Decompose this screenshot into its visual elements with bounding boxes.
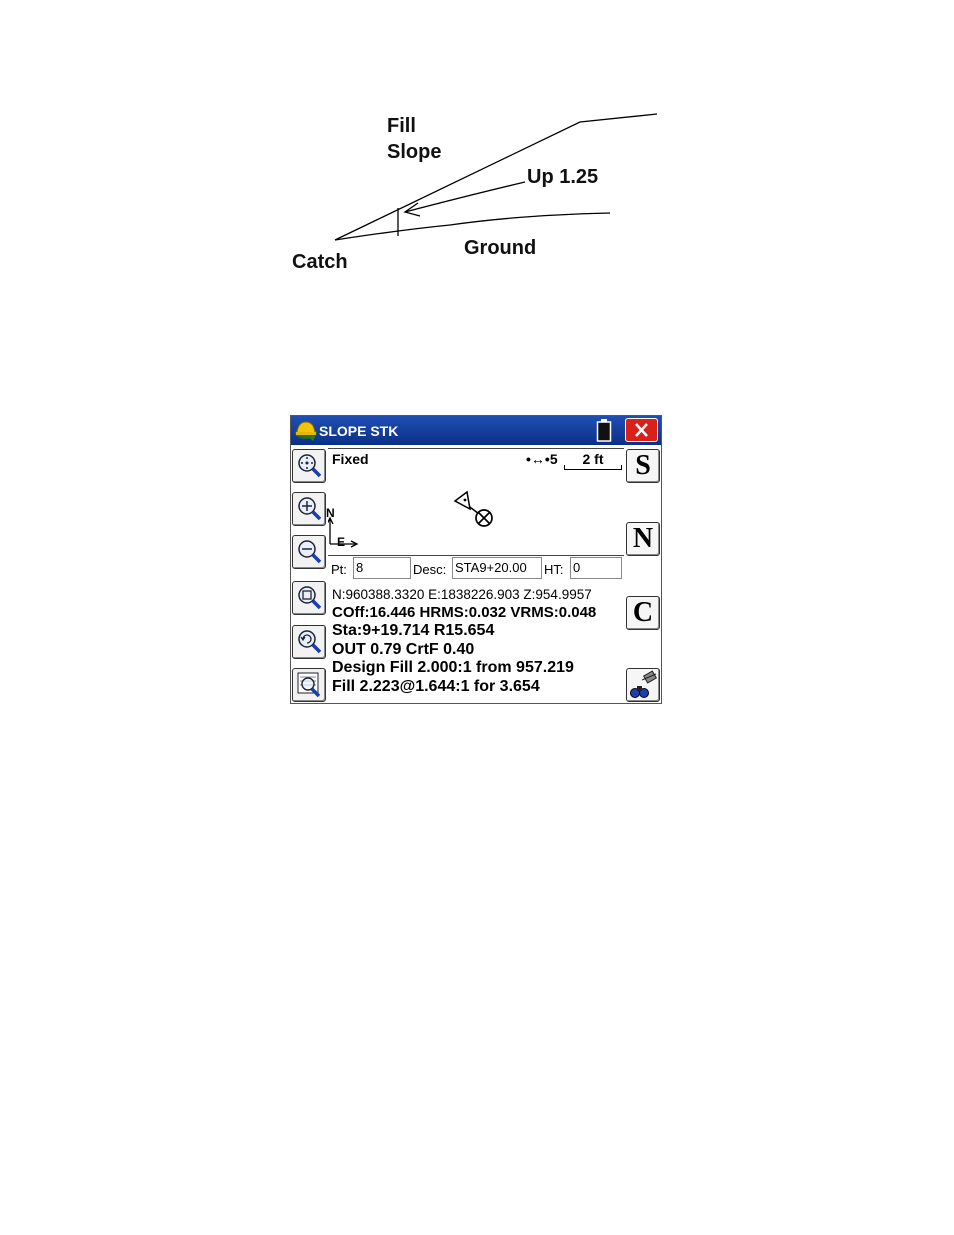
map-view[interactable] xyxy=(328,448,624,556)
cross-section-button[interactable]: C xyxy=(626,596,660,630)
satellite-icon: •↔• xyxy=(526,451,550,467)
catch-label: Catch xyxy=(292,251,348,273)
zoom-in-button[interactable] xyxy=(292,492,326,526)
next-button[interactable]: N xyxy=(626,522,660,556)
ground-label: Ground xyxy=(464,237,537,259)
zoom-previous-button[interactable] xyxy=(292,625,326,659)
east-label: E xyxy=(337,535,346,549)
binoculars-satellite-icon xyxy=(628,670,658,700)
zoom-extents-button[interactable] xyxy=(292,581,326,615)
map-canvas xyxy=(328,449,624,555)
zoom-out-icon xyxy=(295,538,323,566)
store-button[interactable]: S xyxy=(626,449,660,483)
zoom-out-button[interactable] xyxy=(292,535,326,569)
zoom-previous-icon xyxy=(295,628,323,656)
slope-stake-window xyxy=(290,415,662,704)
pt-label: Pt: xyxy=(331,562,347,577)
zoom-in-icon xyxy=(295,495,323,523)
fill-label: Fill xyxy=(387,115,416,137)
out-cutfill-readout: OUT 0.79 CrtF 0.40 xyxy=(332,641,475,658)
ht-label: HT: xyxy=(544,562,564,577)
satellite-count: •↔•5 xyxy=(526,451,558,467)
north-label: N xyxy=(326,506,335,520)
window-title: SLOPE STK xyxy=(319,423,399,439)
pt-field[interactable]: 8 xyxy=(353,557,411,579)
coordinates-readout: N:960388.3320 E:1838226.903 Z:954.9957 xyxy=(332,587,592,602)
fill-slope-diagram xyxy=(280,100,680,290)
hard-hat-icon xyxy=(294,419,318,442)
map-scale-label: 2 ft xyxy=(582,451,604,467)
desc-field[interactable]: STA9+20.00 xyxy=(452,557,542,579)
close-icon xyxy=(626,419,657,441)
satellite-monitor-button[interactable] xyxy=(626,668,660,702)
station-readout: Sta:9+19.714 R15.654 xyxy=(332,622,495,639)
battery-icon xyxy=(596,419,612,442)
offset-rms-readout: COff:16.446 HRMS:0.032 VRMS:0.048 xyxy=(332,604,597,621)
zoom-window-icon xyxy=(295,671,323,699)
gps-status: Fixed xyxy=(332,451,369,467)
slope-label: Slope xyxy=(387,141,442,163)
desc-label: Desc: xyxy=(413,562,447,577)
design-fill-readout: Design Fill 2.000:1 from 957.219 xyxy=(332,659,574,676)
fill-slope-line xyxy=(335,114,657,240)
rover-triangle xyxy=(455,492,470,509)
title-bar xyxy=(291,416,661,445)
zoom-center-button[interactable] xyxy=(292,449,326,483)
up-label: Up 1.25 xyxy=(527,166,599,188)
fill-readout: Fill 2.223@1.644:1 for 3.654 xyxy=(332,678,540,695)
zoom-window-button[interactable] xyxy=(292,668,326,702)
ht-field[interactable]: 0 xyxy=(570,557,622,579)
zoom-center-icon xyxy=(295,452,323,480)
ground-line xyxy=(335,213,610,240)
close-button[interactable] xyxy=(625,418,658,442)
zoom-extents-icon xyxy=(295,584,323,612)
